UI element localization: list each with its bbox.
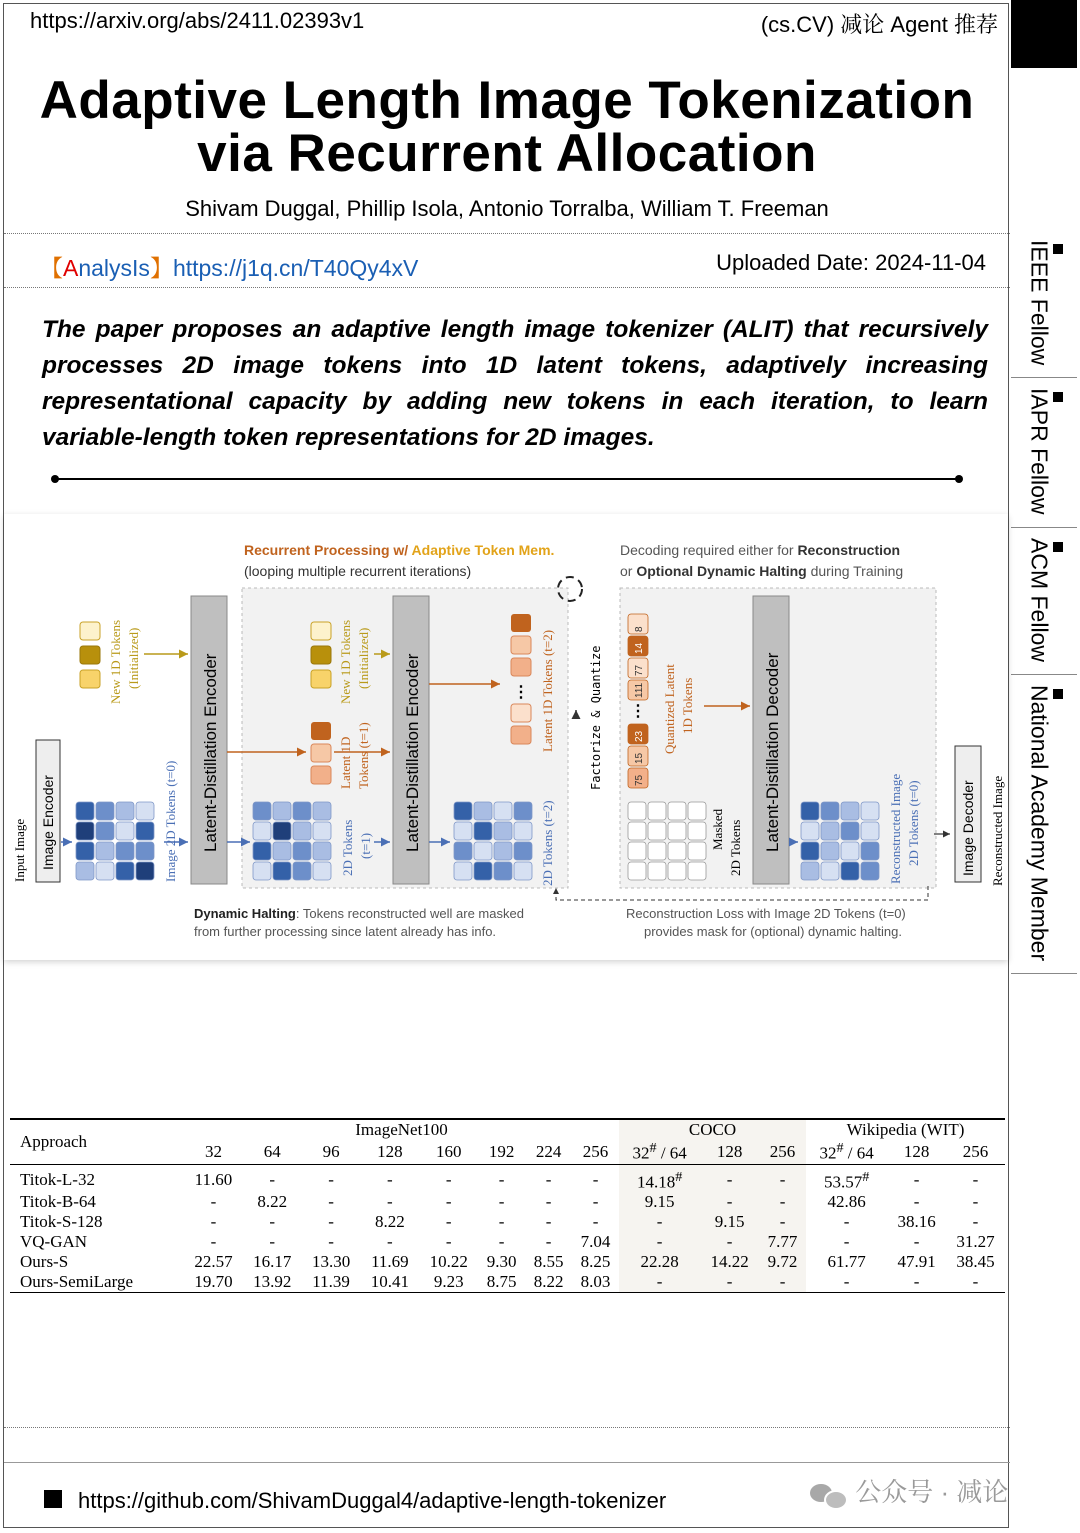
value-cell: 10.22 [429,1252,468,1272]
token-cell [821,822,839,840]
watermark-text: 公众号 · 减论 [855,1477,1009,1507]
token-cell [628,802,646,820]
value-cell: - [498,1170,505,1190]
token-cell [454,822,472,840]
new-1d-tokens-2 [311,622,331,688]
value-cell: - [619,1232,700,1252]
token-cell [454,802,472,820]
title-line-2: via Recurrent Allocation [197,124,817,183]
recon-image-label: Reconstructed Image [990,775,1005,886]
token-cell [273,862,291,880]
analysis-link[interactable] [40,250,418,283]
value-cell: - [387,1170,393,1190]
lde-label-1: Latent-Distillation Encoder [201,653,220,852]
results-table [10,1118,1005,1293]
lde-label-2: Latent-Distillation Encoder [403,653,422,852]
value-cell: 38.45 [956,1252,995,1272]
approach-cell: Titok-L-32 [20,1170,95,1190]
factorize-label: Factorize & Quantize [589,645,603,790]
value-cell: - [498,1232,505,1252]
value-cell: - [545,1170,552,1190]
token-cell [648,802,666,820]
token-cell [861,842,879,860]
value-cell: 13.30 [311,1252,351,1272]
value-cell: 22.28 [619,1252,700,1272]
column-header: 32 [204,1141,222,1161]
token-cell [136,822,154,840]
token-cell [76,842,94,860]
token-cell [514,842,532,860]
divider-bottom-1 [4,1427,1010,1428]
watermark [808,1472,1008,1509]
value-cell: - [913,1232,920,1252]
authors: Shivam Duggal, Phillip Isola, Antonio Torralba, William T. Freeman [185,196,829,221]
token-cell [648,822,666,840]
divider-analysis [4,287,1010,288]
approach-header: Approach [20,1131,88,1151]
image-2d-t0-label: Image 2D Tokens (t=0) [163,760,178,882]
value-cell: 8.25 [580,1252,611,1272]
token-cell [313,802,331,820]
token-cell [494,822,512,840]
token-cell [474,862,492,880]
value-cell: - [700,1232,759,1252]
token-cell [253,842,271,860]
token-cell [454,842,472,860]
input-image-label: Input Image [12,818,27,882]
token-cell [821,802,839,820]
value-cell: 19.70 [194,1272,233,1292]
category-label: (cs.CV) 减论 Agent 推荐 [760,12,998,37]
value-cell: - [445,1192,452,1212]
bracket-right: 】 [149,255,173,281]
value-cell: 14.22 [700,1252,759,1272]
value-cell: - [387,1192,393,1212]
token-cell [454,862,472,880]
approach-cell: VQ-GAN [20,1232,88,1252]
image-decoder-label: Image Decoder [960,780,976,876]
token-cell [253,802,271,820]
value-cell: 11.60 [194,1170,233,1190]
token-cell [253,862,271,880]
latent-t1-label-b: Tokens (t=1) [356,722,371,789]
token-cell [801,862,819,880]
token-cell [494,842,512,860]
value-cell: - [328,1192,334,1212]
new-1d-label-a2: New 1D Tokens [338,619,353,704]
sidebar [1011,230,1077,974]
sidebar-item-acm [1011,528,1077,675]
column-header: 32# / 64 [819,1140,874,1163]
image-encoder-label: Image Encoder [40,775,56,870]
token-cell [861,822,879,840]
2d-t1-label-b: (t=1) [358,832,373,859]
value-cell: 7.04 [580,1232,611,1252]
masked-label-a: Masked [710,808,725,850]
column-header: 256 [759,1140,806,1164]
quantized-token-label: 14 [634,642,645,654]
quantized-token-label: 77 [634,664,645,676]
value-cell: - [913,1170,920,1190]
column-header: 128 [903,1141,930,1161]
value-cell: - [545,1212,552,1232]
analysis-rest: nalysIs [78,255,150,281]
token-cell [136,842,154,860]
column-header: 128 [700,1140,759,1164]
token-cell [96,842,114,860]
corner-block [1011,0,1077,68]
token-cell [96,822,114,840]
value-cell: 11.69 [371,1252,409,1272]
token-cell [801,802,819,820]
masked-label-b: 2D Tokens [728,819,743,876]
table-row [10,1232,1005,1252]
value-cell: 8.03 [580,1272,611,1292]
value-cell: - [759,1272,806,1293]
recloss-caption-2: provides mask for (optional) dynamic halting. [644,924,902,939]
value-cell: 9.30 [486,1252,517,1272]
new-1d-label-a: New 1D Tokens [108,619,123,704]
value-cell: - [759,1164,806,1192]
token-cell [293,802,311,820]
token-cell [474,822,492,840]
sidebar-label: ACM Fellow [1026,537,1053,662]
table-row [10,1272,1005,1293]
sidebar-label: IEEE Fellow [1026,240,1053,366]
value-cell: - [759,1192,806,1212]
table-row [10,1252,1005,1272]
approach-cell: Ours-S [20,1252,69,1272]
value-cell: - [759,1212,806,1232]
token-cell [514,862,532,880]
value-cell: 8.22 [375,1212,405,1232]
column-header: 64 [263,1141,281,1161]
token-cell [514,802,532,820]
latent-1d-tokens-t1 [311,722,331,784]
value-cell: - [700,1192,759,1212]
value-cell: 14.18# [619,1164,700,1192]
recon-2d-label-b: 2D Tokens (t=0) [906,780,921,866]
value-cell: 7.77 [759,1232,806,1252]
bullet-icon [1053,244,1063,254]
svg-text:⋮: ⋮ [513,684,529,701]
token-cell [861,862,879,880]
recloss-caption-1: Reconstruction Loss with Image 2D Tokens (t=0) [626,906,906,921]
value-cell: - [972,1192,979,1212]
token-cell [861,802,879,820]
value-cell: 53.57# [823,1168,870,1192]
value-cell: 11.39 [312,1272,350,1292]
column-header: 32# / 64 [619,1140,700,1164]
token-cell [136,802,154,820]
value-cell: 8.55 [533,1252,564,1272]
arxiv-url[interactable]: https://arxiv.org/abs/2411.02393v1 [30,8,365,33]
value-cell: - [843,1272,850,1292]
token-cell [841,822,859,840]
token-cell [96,862,114,880]
column-header: 160 [435,1141,462,1161]
value-cell: - [210,1212,217,1232]
value-cell: - [328,1232,334,1252]
token-cell [801,842,819,860]
value-cell: 13.92 [253,1272,292,1292]
value-cell: 9.23 [433,1272,464,1292]
value-cell: - [619,1272,700,1293]
token-cell [668,802,686,820]
token-cell [628,822,646,840]
value-cell: - [269,1212,276,1232]
token-cell [116,842,134,860]
token-cell [688,822,706,840]
value-cell: - [210,1232,217,1252]
dec-title-2: or Optional Dynamic Halting during Training [620,563,904,579]
analysis-url[interactable]: https://j1q.cn/T40Qy4xV [172,255,419,281]
title-line-1: Adaptive Length Image Tokenization [39,71,975,130]
group-wit: Wikipedia (WIT) [846,1120,965,1139]
quantized-token-label: 23 [634,730,645,742]
value-cell: 16.17 [253,1252,292,1272]
approach-cell: Titok-S-128 [20,1212,103,1232]
value-cell: - [913,1272,920,1292]
sidebar-item-ieee [1011,230,1077,378]
column-header: 224 [535,1141,562,1161]
section-divider [54,478,960,480]
token-cell [648,862,666,880]
value-cell: 22.57 [194,1252,233,1272]
token-cell [293,862,311,880]
footer-bar [4,1462,1010,1463]
value-cell: 9.72 [759,1252,806,1272]
abstract: The paper proposes an adaptive length image tokenizer (ALIT) that recursively processes 2D image tokens into 1D latent tokens, adaptively increasing representational capacity by adding new tokens in each iteration, to learn variable-length token representations for 2D images. [42,316,988,451]
value-cell: 8.75 [486,1272,517,1292]
quantized-token-label: 15 [634,752,645,764]
token-cell [668,842,686,860]
new-1d-label-b2: (Initialized) [356,627,371,689]
value-cell: - [387,1232,393,1252]
new-1d-label-b: (Initialized) [126,627,141,689]
bullet-icon [1053,392,1063,402]
value-cell: - [269,1232,276,1252]
value-cell: - [210,1192,217,1212]
column-header: 128 [377,1141,403,1161]
value-cell: 10.41 [370,1272,409,1292]
value-cell: - [269,1170,276,1190]
token-cell [293,842,311,860]
token-cell [668,822,686,840]
quantized-label-a: Quantized Latent [662,664,677,754]
quantized-token-label: 8 [634,626,645,632]
value-cell: - [700,1164,759,1192]
token-cell [76,822,94,840]
token-cell [76,802,94,820]
quantized-token-label: 111 [634,682,645,698]
token-cell [841,842,859,860]
token-cell [821,862,839,880]
approach-cell: Titok-B-64 [20,1192,96,1212]
value-cell: - [445,1170,452,1190]
token-cell [514,822,532,840]
method-figure [4,514,1008,960]
dec-title-1: Decoding required either for Reconstruction [620,542,901,558]
value-cell: - [498,1192,505,1212]
bracket-left: 【 [40,255,63,281]
token-cell [313,862,331,880]
rec-subtitle: (looping multiple recurrent iterations) [244,563,472,579]
divider-top [4,233,1010,234]
token-cell [628,862,646,880]
value-cell: 9.15 [619,1192,700,1212]
value-cell: - [545,1192,552,1212]
token-cell [474,802,492,820]
top-bar [4,0,1008,44]
bullet-icon [1053,542,1063,552]
sidebar-item-iapr [1011,378,1077,528]
wechat-icon [808,1480,848,1508]
column-header: 96 [322,1141,340,1161]
group-imagenet: ImageNet100 [355,1120,448,1139]
halting-caption-1: Dynamic Halting: Tokens reconstructed well are masked [194,906,524,921]
value-cell: - [592,1192,599,1212]
token-cell [116,802,134,820]
value-cell: - [700,1272,759,1293]
token-cell [313,842,331,860]
value-cell: - [843,1212,850,1232]
value-cell: - [592,1212,599,1232]
table-row [10,1192,1005,1212]
token-cell [668,862,686,880]
sidebar-label: IAPR Fellow [1026,388,1053,515]
value-cell: 8.22 [257,1192,288,1212]
token-cell [116,822,134,840]
value-cell: 47.91 [897,1252,936,1272]
token-cell [688,862,706,880]
token-cell [841,802,859,820]
token-cell [688,842,706,860]
token-cell [494,862,512,880]
value-cell: - [545,1232,552,1252]
quantized-token-label: 75 [634,774,645,786]
2d-t1-label-a: 2D Tokens [340,819,355,876]
token-cell [821,842,839,860]
table-row [10,1164,1005,1192]
value-cell: 31.27 [956,1232,995,1252]
value-cell: 38.16 [897,1212,936,1232]
bullet-icon [44,1490,62,1508]
column-header: 192 [488,1141,515,1161]
ldd-label: Latent-Distillation Decoder [763,652,782,852]
column-header: 256 [582,1141,609,1161]
value-cell: - [972,1170,979,1190]
halting-caption-2: from further processing since latent already has info. [194,924,497,939]
analysis-a: A [63,255,79,281]
value-cell: - [498,1212,505,1232]
token-cell [273,842,291,860]
table-row [10,1212,1005,1232]
value-cell: 9.15 [700,1212,759,1232]
token-cell [688,802,706,820]
ellipsis: ⋮ [630,703,646,720]
value-cell: - [913,1192,920,1212]
token-cell [273,802,291,820]
token-cell [253,822,271,840]
uploaded-date: Uploaded Date: 2024-11-04 [716,250,986,275]
group-coco: COCO [619,1119,806,1140]
token-cell [96,802,114,820]
value-cell: - [592,1170,599,1190]
new-1d-tokens [80,622,100,688]
paper-title [4,71,1010,183]
token-cell [648,842,666,860]
value-cell: - [328,1170,334,1190]
latent-t1-label-a: Latent 1D [338,736,353,789]
token-cell [474,842,492,860]
token-cell [313,822,331,840]
value-cell: 8.22 [533,1272,564,1292]
token-cell [628,842,646,860]
value-cell: - [445,1212,452,1232]
token-cell [76,862,94,880]
value-cell: 42.86 [827,1192,866,1212]
column-header: 256 [962,1141,989,1161]
value-cell: 61.77 [827,1252,866,1272]
token-cell [494,802,512,820]
quantized-label-b: 1D Tokens [680,677,695,734]
sidebar-item-nam [1011,675,1077,974]
value-cell: - [972,1272,979,1292]
2d-t2-label: 2D Tokens (t=2) [540,800,555,886]
value-cell: - [972,1212,979,1232]
image-2d-token-grid [76,802,154,880]
token-cell [136,862,154,880]
bullet-icon [1053,689,1063,699]
value-cell: - [445,1232,452,1252]
sidebar-label: National Academy Member [1026,684,1053,961]
rec-title: Recurrent Processing w/ Adaptive Token Mem. [244,542,555,558]
approach-cell: Ours-SemiLarge [20,1272,133,1292]
token-cell [273,822,291,840]
recon-2d-label-a: Reconstructed Image [888,773,903,884]
github-link[interactable]: https://github.com/ShivamDuggal4/adaptive-length-tokenizer [78,1488,667,1513]
token-cell [116,862,134,880]
latent-t2-label: Latent 1D Tokens (t=2) [540,629,555,752]
token-cell [841,862,859,880]
value-cell: - [328,1212,334,1232]
value-cell: - [619,1212,700,1232]
value-cell: - [843,1232,850,1252]
token-cell [801,822,819,840]
token-cell [293,822,311,840]
